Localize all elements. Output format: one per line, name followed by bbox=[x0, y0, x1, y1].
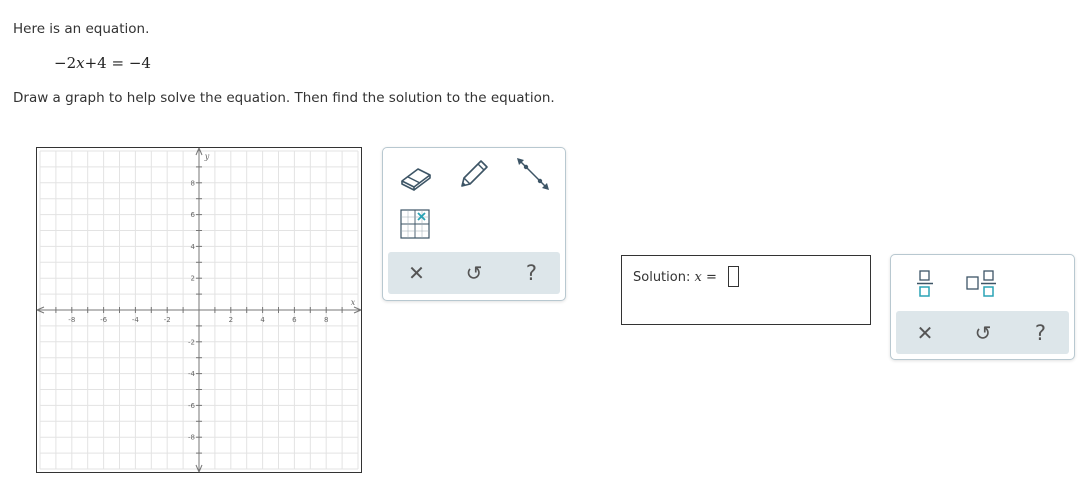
x-axis-label: x bbox=[350, 298, 356, 307]
undo-icon: ↺ bbox=[465, 261, 483, 285]
y-tick-label: -6 bbox=[188, 401, 195, 410]
graph-action-bar bbox=[388, 252, 560, 294]
answer-undo-button[interactable] bbox=[954, 311, 1012, 354]
graph-tools-palette bbox=[382, 147, 566, 301]
answer-box bbox=[621, 255, 871, 325]
y-tick-label: -2 bbox=[188, 338, 195, 347]
y-axis-label: y bbox=[204, 152, 210, 161]
y-tick-label: 4 bbox=[190, 242, 195, 251]
prompt-text: Draw a graph to help solve the equation. Then find the solution to the equation. bbox=[13, 90, 555, 106]
graph-area[interactable] bbox=[36, 147, 362, 473]
close-icon: ✕ bbox=[916, 320, 934, 345]
answer-tools-palette bbox=[890, 254, 1075, 360]
equation bbox=[54, 54, 151, 72]
x-tick-label: 8 bbox=[323, 316, 329, 324]
solution-label-prefix: Solution: bbox=[633, 270, 695, 285]
x-tick-label: 4 bbox=[260, 316, 265, 324]
intro-text: Here is an equation. bbox=[13, 21, 150, 37]
fraction-icon bbox=[915, 267, 935, 299]
equation-variable: x bbox=[76, 54, 85, 72]
coordinate-plane[interactable] bbox=[36, 147, 362, 473]
y-tick-label: 6 bbox=[190, 211, 195, 220]
grid-settings-tool[interactable] bbox=[399, 208, 431, 240]
equation-lhs-prefix: −2 bbox=[54, 54, 77, 72]
x-tick-label: -6 bbox=[100, 316, 108, 324]
grid-settings-icon bbox=[400, 209, 430, 239]
graph-undo-button[interactable] bbox=[445, 252, 503, 294]
solution-variable: x bbox=[694, 270, 702, 285]
mixed-number-button[interactable] bbox=[963, 265, 999, 301]
y-tick-label: 2 bbox=[190, 274, 195, 283]
x-tick-label: -2 bbox=[163, 316, 171, 324]
undo-icon: ↺ bbox=[974, 320, 992, 345]
solution-input[interactable] bbox=[728, 266, 739, 287]
answer-help-button[interactable] bbox=[1012, 311, 1069, 354]
eraser-icon bbox=[398, 161, 432, 191]
x-tick-label: 2 bbox=[228, 316, 234, 324]
y-tick-label: -8 bbox=[188, 433, 195, 442]
equation-lhs-suffix: +4 bbox=[84, 54, 107, 72]
solution-label-suffix: = bbox=[701, 270, 717, 285]
close-icon: ✕ bbox=[408, 261, 425, 285]
graph-help-button[interactable] bbox=[503, 252, 560, 294]
equation-equals: = bbox=[106, 54, 129, 72]
y-tick-label: -4 bbox=[188, 370, 195, 379]
line-icon bbox=[513, 154, 553, 194]
eraser-tool[interactable] bbox=[395, 158, 435, 194]
pencil-icon bbox=[456, 158, 490, 192]
solution-label bbox=[633, 270, 717, 285]
x-tick-label: -4 bbox=[131, 316, 139, 324]
equation-rhs: −4 bbox=[128, 54, 151, 72]
y-tick-label: 8 bbox=[190, 179, 195, 188]
fraction-button[interactable] bbox=[911, 265, 939, 301]
x-tick-label: -8 bbox=[68, 316, 76, 324]
line-tool[interactable] bbox=[513, 154, 553, 194]
graph-clear-button[interactable] bbox=[388, 252, 445, 294]
answer-action-bar bbox=[896, 311, 1069, 354]
help-icon: ? bbox=[525, 261, 538, 285]
mixed-number-icon bbox=[965, 267, 997, 299]
pencil-tool[interactable] bbox=[453, 156, 493, 194]
x-tick-label: 6 bbox=[292, 316, 297, 324]
help-icon: ? bbox=[1034, 320, 1047, 345]
answer-clear-button[interactable] bbox=[896, 311, 954, 354]
